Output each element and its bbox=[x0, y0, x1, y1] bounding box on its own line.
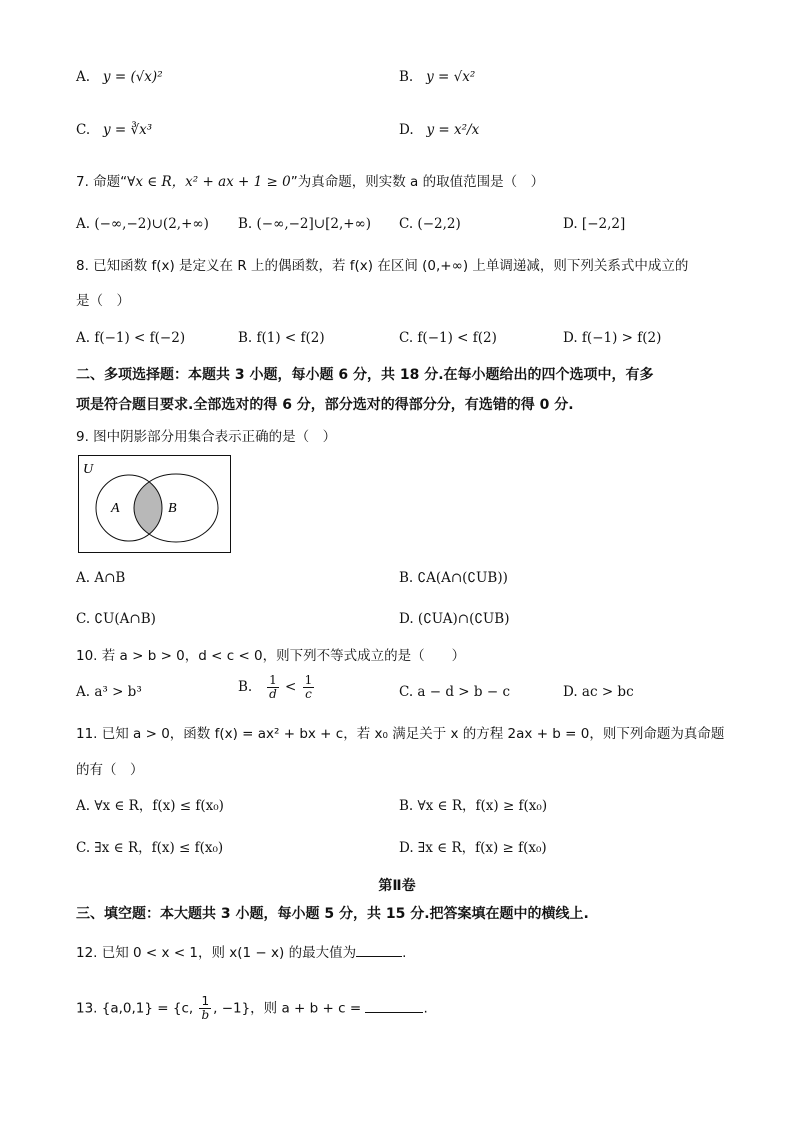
q9-stem: 9. 图中阴影部分用集合表示正确的是（ ） bbox=[76, 429, 337, 445]
q13-suffix: . bbox=[423, 1000, 428, 1017]
volume-heading: 第Ⅱ卷 bbox=[378, 878, 416, 894]
q6-option-c-expr: y = ∛x³ bbox=[103, 122, 153, 138]
q11-option-b: B. ∀x ∈ R，f(x) ≥ f(x₀) bbox=[399, 798, 548, 814]
q8-option-b: B. f(1) < f(2) bbox=[238, 330, 325, 346]
q11-stem-line2: 的有（ ） bbox=[76, 762, 144, 778]
frac2-numerator: 1 bbox=[304, 673, 313, 687]
q7-stem-math: ∀x ∈ R，x² + ax + 1 ≥ 0 bbox=[127, 174, 291, 190]
q6-option-a-expr: y = (√x)² bbox=[102, 69, 163, 85]
q11-option-c: C. ∃x ∈ R，f(x) ≤ f(x₀) bbox=[76, 840, 224, 856]
q10-option-d: D. ac > bc bbox=[563, 684, 634, 700]
venn-diagram-svg bbox=[78, 455, 231, 553]
q13-stem-prefix: 13. {a,0,1} = {c, bbox=[76, 1000, 198, 1017]
q6-option-c-label: C. bbox=[76, 122, 91, 138]
q11-stem-line1: 11. 已知 a > 0，函数 f(x) = ax² + bx + c，若 x₀ 满足关于 x 的方程 2ax + b = 0，则下列命题为真命题 bbox=[76, 726, 725, 742]
venn-label-u: U bbox=[83, 462, 94, 477]
venn-label-b: B bbox=[168, 501, 177, 516]
q6-option-d-label: D. bbox=[399, 122, 414, 138]
q10-stem: 10. 若 a > b > 0，d < c < 0，则下列不等式成立的是（ ） bbox=[76, 648, 466, 664]
q12-stem: 12. 已知 0 < x < 1，则 x(1 − x) 的最大值为 bbox=[76, 945, 357, 961]
q12-answer-blank[interactable] bbox=[356, 956, 402, 957]
q9-option-b: B. ∁A(A∩(∁UB)) bbox=[399, 570, 508, 586]
q9-option-d: D. (∁UA)∩(∁UB) bbox=[399, 611, 510, 627]
q10-option-b-frac1 bbox=[267, 674, 279, 701]
q6-option-d bbox=[399, 121, 479, 139]
q10-option-c: C. a − d > b − c bbox=[399, 684, 511, 700]
q12-suffix: . bbox=[402, 945, 407, 961]
section2-heading-line2: 项是符合题目要求.全部选对的得 6 分，部分选对的得部分分，有选错的得 0 分. bbox=[76, 397, 574, 413]
q8-stem-line2: 是（ ） bbox=[76, 293, 130, 309]
section3-heading: 三、填空题：本大题共 3 小题，每小题 5 分，共 15 分.把答案填在题中的横线上. bbox=[76, 906, 589, 922]
q13-stem-middle: , −1}，则 a + b + c = bbox=[213, 1000, 362, 1017]
q6-option-b-label: B. bbox=[399, 69, 414, 85]
q6-option-b-expr: y = √x² bbox=[426, 69, 476, 85]
q12 bbox=[76, 944, 406, 962]
q7-option-d: D. [−2,2] bbox=[563, 216, 626, 232]
q13-frac-numerator: 1 bbox=[201, 994, 210, 1008]
q7-option-a: A. (−∞,−2)∪(2,+∞) bbox=[76, 216, 209, 232]
q6-option-d-expr: y = x²/x bbox=[426, 122, 480, 138]
q8-option-a: A. f(−1) < f(−2) bbox=[76, 330, 186, 346]
q6-option-a bbox=[76, 68, 163, 86]
venn-label-a: A bbox=[111, 501, 120, 516]
q10-option-a: A. a³ > b³ bbox=[76, 684, 142, 700]
q13-answer-blank[interactable] bbox=[365, 1012, 423, 1013]
q9-option-c: C. ∁U(A∩B) bbox=[76, 611, 156, 627]
q7-stem-suffix: ”为真命题，则实数 a 的取值范围是（ ） bbox=[290, 174, 545, 190]
frac1-numerator: 1 bbox=[269, 673, 277, 687]
q10-option-b-frac2 bbox=[303, 674, 315, 701]
q8-option-d: D. f(−1) > f(2) bbox=[563, 330, 662, 346]
q7-stem-prefix: 7. 命题“ bbox=[76, 174, 128, 190]
q10-option-b-operator: < bbox=[285, 679, 297, 695]
q10-option-b-label: B. bbox=[238, 679, 253, 695]
q6-option-b bbox=[399, 68, 475, 86]
q8-option-c: C. f(−1) < f(2) bbox=[399, 330, 497, 346]
q6-option-c bbox=[76, 121, 152, 139]
q13 bbox=[76, 995, 428, 1022]
q13-frac-denominator: b bbox=[201, 1008, 210, 1022]
q8-stem-line1: 8. 已知函数 f(x) 是定义在 R 上的偶函数，若 f(x) 在区间 (0,+∞) 上单调递减，则下列关系式中成立的 bbox=[76, 258, 689, 274]
frac1-denominator: d bbox=[269, 687, 277, 701]
q11-option-d: D. ∃x ∈ R，f(x) ≥ f(x₀) bbox=[399, 840, 547, 856]
q11-option-a: A. ∀x ∈ R，f(x) ≤ f(x₀) bbox=[76, 798, 224, 814]
q9-option-a: A. A∩B bbox=[76, 570, 126, 586]
venn-diagram bbox=[78, 455, 231, 553]
q6-option-a-label: A. bbox=[76, 69, 91, 85]
q7-option-c: C. (−2,2) bbox=[399, 216, 461, 232]
q7-stem bbox=[76, 173, 544, 191]
q7-option-b: B. (−∞,−2]∪[2,+∞) bbox=[238, 216, 372, 232]
section2-heading-line1: 二、多项选择题：本题共 3 小题，每小题 6 分，共 18 分.在每小题给出的四个选项中，有多 bbox=[76, 367, 654, 383]
q13-fraction bbox=[199, 995, 211, 1022]
q10-option-b bbox=[238, 674, 316, 701]
frac2-denominator: c bbox=[305, 687, 312, 701]
